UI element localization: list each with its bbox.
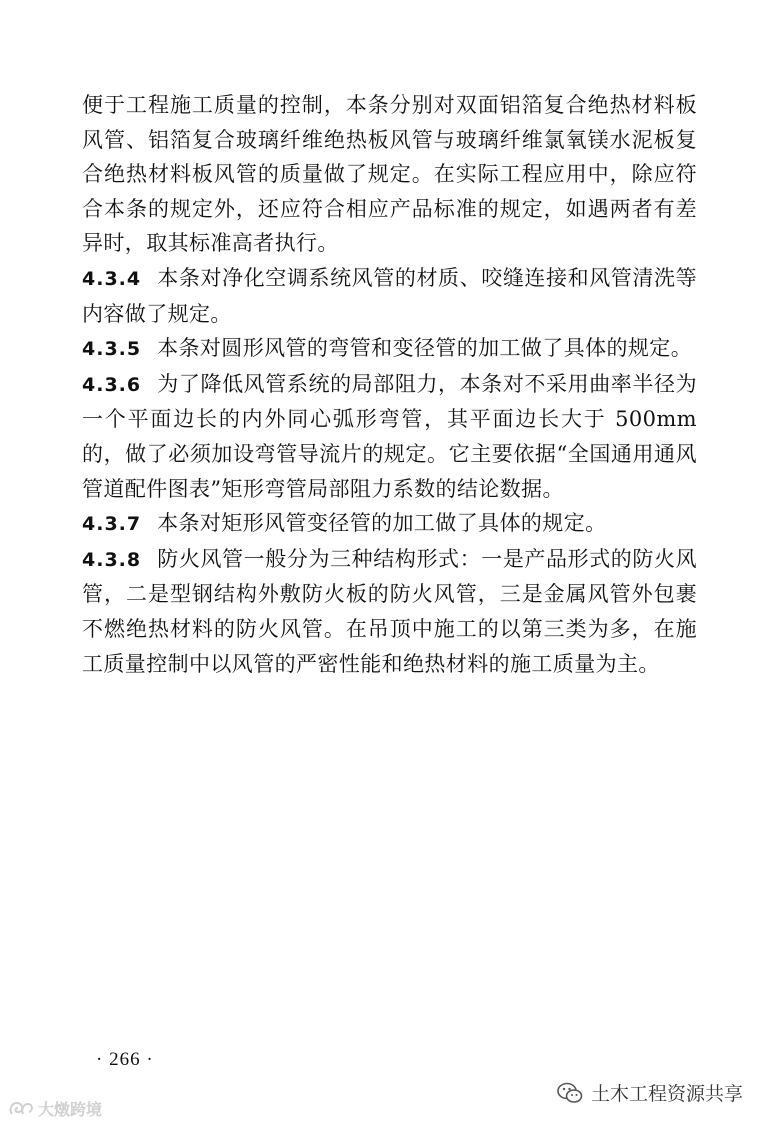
clause-number: 4.3.7	[82, 513, 142, 536]
page-number: · 266 ·	[96, 1049, 154, 1070]
spiral-logo-icon	[8, 1100, 34, 1118]
clause-number: 4.3.5	[82, 338, 142, 361]
wechat-icon	[557, 1082, 583, 1104]
clause-4-3-8	[82, 542, 697, 681]
paragraph-continuation	[82, 88, 697, 261]
wechat-watermark	[557, 1079, 743, 1106]
document-body	[82, 88, 697, 681]
clause-text: 本条对圆形风管的弯管和变径管的加工做了具体的规定。	[157, 336, 693, 361]
clause-text: 防火风管一般分为三种结构形式：一是产品形式的防火风管，二是型钢结构外敷防火板的防火风管，三是金属风管外包裹不燃绝热材料的防火风管。在吊顶中施工的以第三类为多，在施工质量控制中以风管的严密性能和绝热材料的施工质量为主。	[82, 546, 697, 676]
clause-4-3-7	[82, 506, 697, 542]
paragraph-text: 便于工程施工质量的控制，本条分别对双面铝箔复合绝热材料板风管、铝箔复合玻璃纤维绝热板风管与玻璃纤维氯氧镁水泥板复合绝热材料板风管的质量做了规定。在实际工程应用中，除应符合本条的规定外，还应符合相应产品标准的规定，如遇两者有差异时，取其标准高者执行。	[82, 93, 697, 256]
clause-number: 4.3.8	[82, 548, 142, 571]
clause-4-3-6	[82, 367, 697, 506]
clause-number: 4.3.4	[82, 267, 142, 290]
clause-text: 为了降低风管系统的局部阻力，本条对不采用曲率半径为一个平面边长的内外同心弧形弯管，其平面边长大于 500mm 的，做了必须加设弯管导流片的规定。它主要依据“全国通用通风管道配件图表”矩形弯管局部阻力系数的结论数据。	[82, 371, 697, 501]
clause-4-3-4	[82, 261, 697, 331]
corner-watermark	[8, 1097, 102, 1120]
clause-4-3-5	[82, 331, 697, 367]
watermark-text: 土木工程资源共享	[590, 1083, 743, 1105]
corner-watermark-text: 大燉跨境	[38, 1100, 103, 1119]
clause-number: 4.3.6	[82, 373, 142, 396]
clause-text: 本条对矩形风管变径管的加工做了具体的规定。	[157, 511, 607, 536]
clause-text: 本条对净化空调系统风管的材质、咬缝连接和风管清洗等内容做了规定。	[82, 265, 697, 326]
